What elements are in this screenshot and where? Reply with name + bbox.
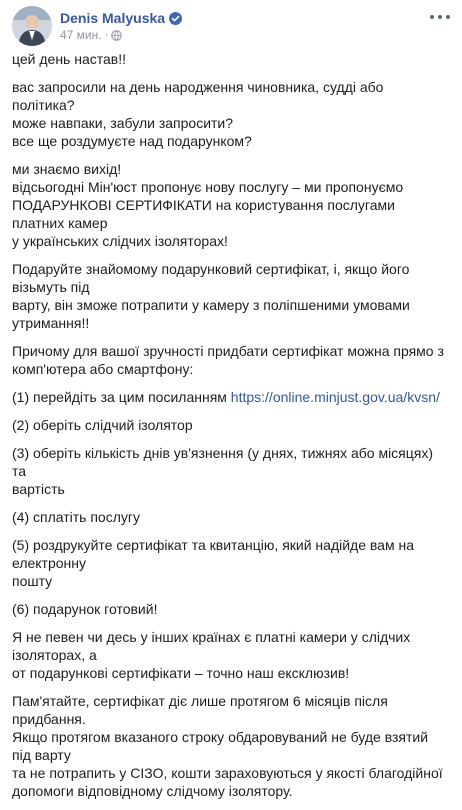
text-line: цей день настав!! <box>12 51 127 67</box>
text-line: у українських слідчих ізоляторах! <box>12 233 228 249</box>
author-name-text[interactable]: Denis Malyuska <box>60 10 166 26</box>
post-paragraph <box>12 160 448 250</box>
text-line: Причому для вашої зручності придбати сертифікат можна прямо з <box>12 343 444 359</box>
step-item <box>12 416 448 434</box>
step-3-text: (3) оберіть кількість днів ув'язнення (у днях, тижнях або місяцях) та <box>12 445 434 479</box>
text-line: та не потрапить у СІЗО, кошти зараховуються у якості благодійної <box>12 765 443 781</box>
step-5-text: пошту <box>12 573 53 589</box>
post-paragraph <box>12 50 448 68</box>
text-line: от подарункові сертифікати – точно наш ексклюзив! <box>12 665 350 681</box>
author-name[interactable] <box>60 9 182 27</box>
post-meta <box>60 28 122 42</box>
more-dot <box>430 15 434 19</box>
post-paragraph <box>12 692 448 800</box>
step-5-text: (5) роздрукуйте сертифікат та квитанцію, який надійде вам на електронну <box>12 537 414 571</box>
globe-icon[interactable] <box>111 30 122 41</box>
step-item <box>12 536 448 590</box>
text-line: Пам'ятайте, сертифікат діє лише протягом 6 місяців після придбання. <box>12 693 388 727</box>
step-item <box>12 444 448 498</box>
more-dot <box>438 15 442 19</box>
post-paragraph <box>12 78 448 150</box>
text-line: Якщо протягом вказаного строку обдаровуваний не буде взятий під варту <box>12 729 429 763</box>
minjust-link[interactable]: https://online.minjust.gov.ua/kvsn/ <box>230 389 440 405</box>
text-line: ми знаємо вихід! <box>12 161 122 177</box>
verified-badge-icon <box>169 12 182 25</box>
avatar-photo <box>12 6 52 46</box>
author-avatar[interactable] <box>12 6 52 46</box>
step-item <box>12 508 448 526</box>
text-line: комп'ютера або смартфону: <box>12 361 194 377</box>
post-paragraph <box>12 342 448 378</box>
step-item <box>12 600 448 618</box>
text-line: ПОДАРУНКОВІ СЕРТИФІКАТИ на користування послугами платних камер <box>12 197 395 231</box>
post-timestamp[interactable]: 47 мин. <box>60 28 102 42</box>
text-line: все ще роздумуєте над подарунком? <box>12 133 252 149</box>
text-line: допомоги відповідному слідчому ізолятору. <box>12 783 293 799</box>
text-line: може навпаки, забули запросити? <box>12 115 234 131</box>
step-3-text: вартість <box>12 481 65 497</box>
post-paragraph <box>12 260 448 332</box>
text-line: відсьогодні Мін'юст пропонує нову послугу – ми пропонуємо <box>12 179 404 195</box>
step-2-text: (2) оберіть слідчий ізолятор <box>12 417 193 433</box>
text-line: вас запросили на день народження чиновника, судді або політика? <box>12 79 384 113</box>
step-item <box>12 388 448 406</box>
text-line: варту, він зможе потрапити у камеру з поліпшеними умовами утримання!! <box>12 297 410 331</box>
more-dot <box>446 15 450 19</box>
step-6-text: (6) подарунок готовий! <box>12 601 158 617</box>
post-header <box>0 0 462 50</box>
step-4-text: (4) сплатіть послугу <box>12 509 140 525</box>
post-paragraph <box>12 628 448 682</box>
post-body <box>12 50 448 810</box>
meta-separator: · <box>104 29 109 41</box>
text-line: Я не певен чи десь у інших країнах є платні камери у слідчих ізоляторах, а <box>12 629 411 663</box>
step-1-text: (1) перейдіть за цим посиланням <box>12 389 231 405</box>
text-line: Подаруйте знайомому подарунковий сертифікат, і, якщо його візьмуть під <box>12 261 410 295</box>
more-options-icon[interactable] <box>430 10 450 24</box>
